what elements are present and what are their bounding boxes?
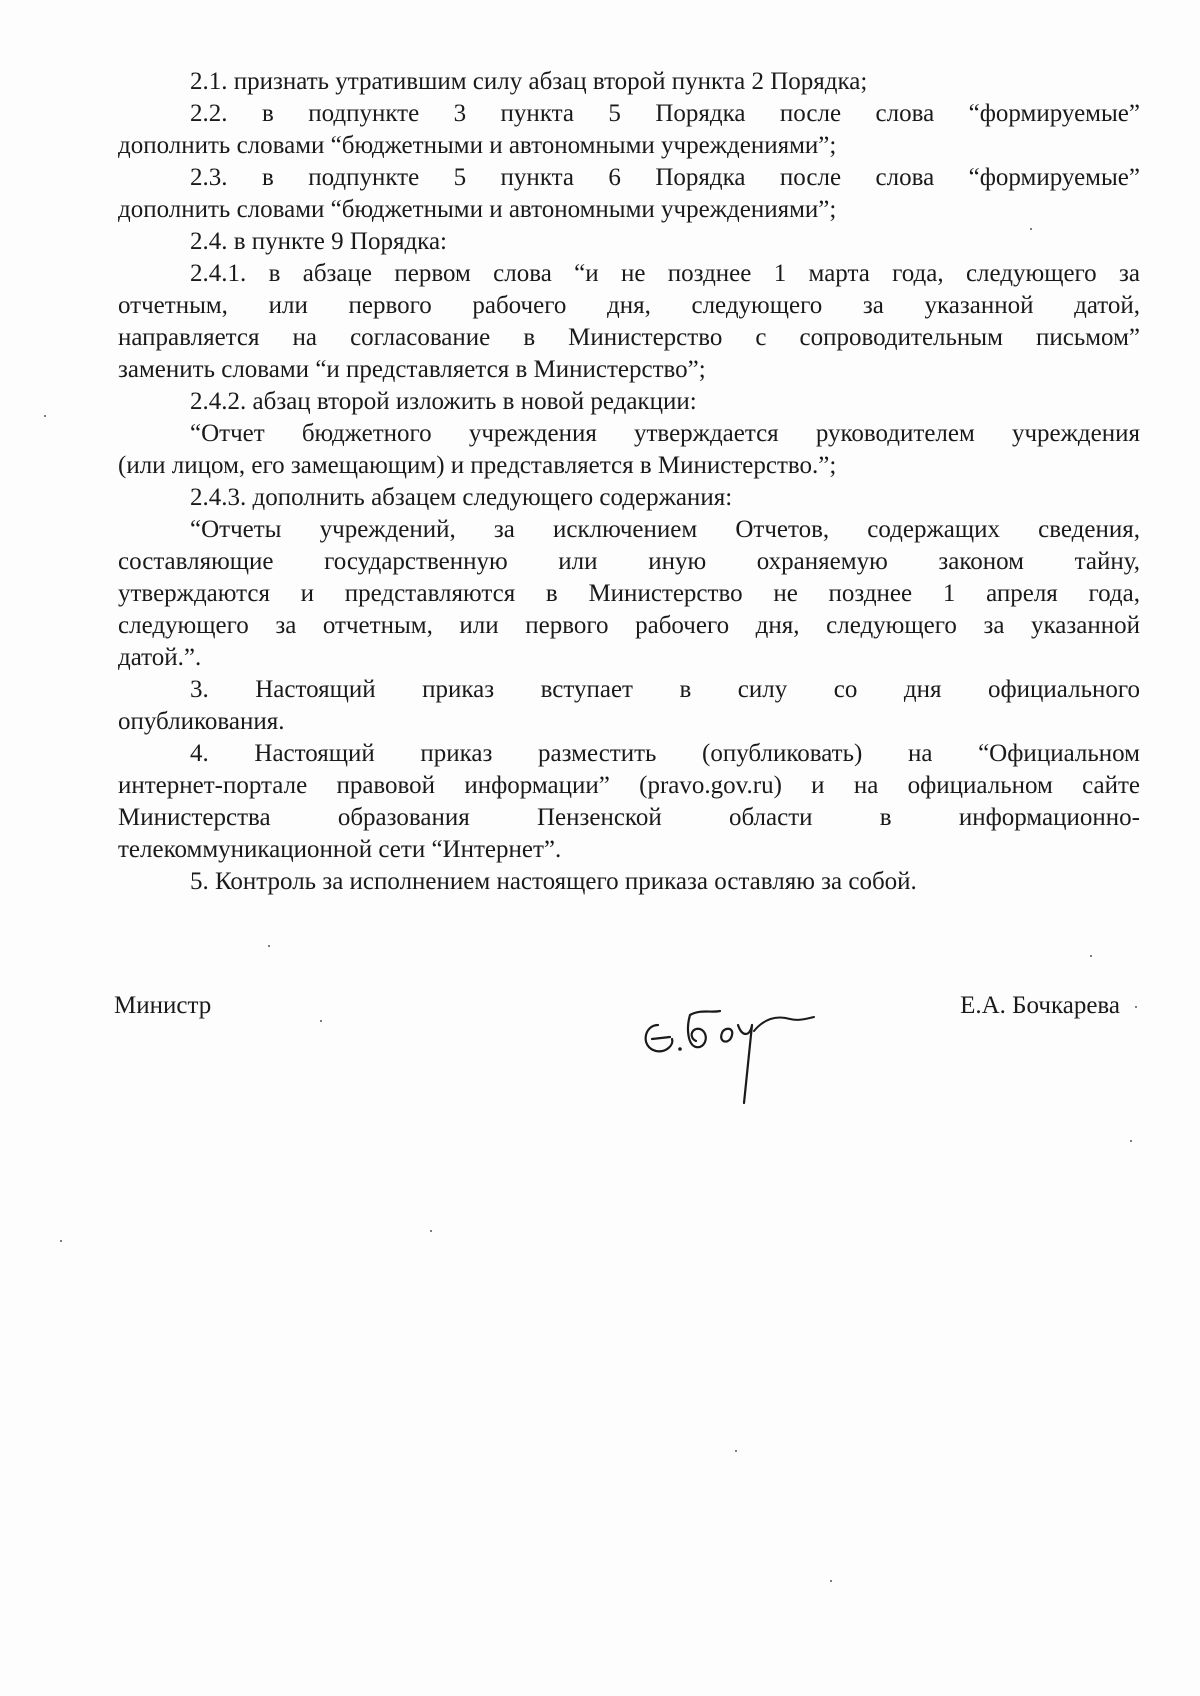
clause-2-4-1-line-3: направляется на согласование в Министерство с сопроводительным письмом” xyxy=(118,324,1140,351)
clause-2-4-3-quote-line-3: утверждаются и представляются в Министерство не позднее 1 апреля года, xyxy=(118,580,1140,607)
clause-3-line-1: 3. Настоящий приказ вступает в силу со дня официального xyxy=(190,676,1140,703)
clause-2-4-2-quote-line-2: (или лицом, его замещающим) и представляется в Министерство.”; xyxy=(118,452,837,479)
scan-speck xyxy=(1030,228,1032,230)
clause-2-4-3-quote-line-4: следующего за отчетным, или первого рабочего дня, следующего за указанной xyxy=(118,612,1140,639)
clause-5: 5. Контроль за исполнением настоящего приказа оставляю за собой. xyxy=(190,868,917,895)
handwritten-signature xyxy=(630,985,830,1115)
scan-speck xyxy=(320,1020,322,1022)
clause-2-2-line-2: дополнить словами “бюджетными и автономными учреждениями”; xyxy=(118,132,837,159)
clause-2-2-line-1: 2.2. в подпункте 3 пункта 5 Порядка после слова “формируемые” xyxy=(190,100,1140,127)
clause-2-4-1-line-2: отчетным, или первого рабочего дня, следующего за указанной датой, xyxy=(118,292,1140,319)
clause-4-line-1: 4. Настоящий приказ разместить (опубликовать) на “Официальном xyxy=(190,740,1140,767)
scan-speck xyxy=(735,1450,737,1452)
scan-speck xyxy=(60,1240,62,1242)
scan-speck xyxy=(268,945,270,947)
scan-speck xyxy=(430,1230,432,1232)
clause-4-line-3: Министерства образования Пензенской области в информационно- xyxy=(118,804,1140,831)
scan-speck xyxy=(1135,1006,1137,1008)
clause-2-4-1-line-1: 2.4.1. в абзаце первом слова “и не позднее 1 марта года, следующего за xyxy=(190,260,1140,287)
clause-2-4-3-quote-line-1: “Отчеты учреждений, за исключением Отчетов, содержащих сведения, xyxy=(190,516,1140,543)
clause-2-4-2: 2.4.2. абзац второй изложить в новой редакции: xyxy=(190,388,697,415)
clause-4-line-2: интернет-портале правовой информации” (pravo.gov.ru) и на официальном сайте xyxy=(118,772,1140,799)
clause-4-line-4: телекоммуникационной сети “Интернет”. xyxy=(118,836,562,863)
signatory-position: Министр xyxy=(114,992,212,1019)
clause-3-line-2: опубликования. xyxy=(118,708,285,735)
clause-2-4-3-quote-line-5: датой.”. xyxy=(118,644,202,671)
signatory-name: Е.А. Бочкарева xyxy=(960,992,1120,1019)
clause-2-3-line-1: 2.3. в подпункте 5 пункта 6 Порядка после слова “формируемые” xyxy=(190,164,1140,191)
scan-speck xyxy=(1090,955,1092,957)
clause-2-4-2-quote-line-1: “Отчет бюджетного учреждения утверждается руководителем учреждения xyxy=(190,420,1140,447)
clause-2-4-3-quote-line-2: составляющие государственную или иную охраняемую законом тайну, xyxy=(118,548,1140,575)
clause-2-3-line-2: дополнить словами “бюджетными и автономными учреждениями”; xyxy=(118,196,837,223)
scan-speck xyxy=(830,1580,832,1582)
clause-2-4: 2.4. в пункте 9 Порядка: xyxy=(190,228,447,255)
clause-2-4-3: 2.4.3. дополнить абзацем следующего содержания: xyxy=(190,484,733,511)
scan-speck xyxy=(44,415,46,417)
scan-speck xyxy=(1130,1140,1132,1142)
clause-2-1: 2.1. признать утратившим силу абзац второй пункта 2 Порядка; xyxy=(190,68,868,95)
clause-2-4-1-line-4: заменить словами “и представляется в Министерство”; xyxy=(118,356,706,383)
